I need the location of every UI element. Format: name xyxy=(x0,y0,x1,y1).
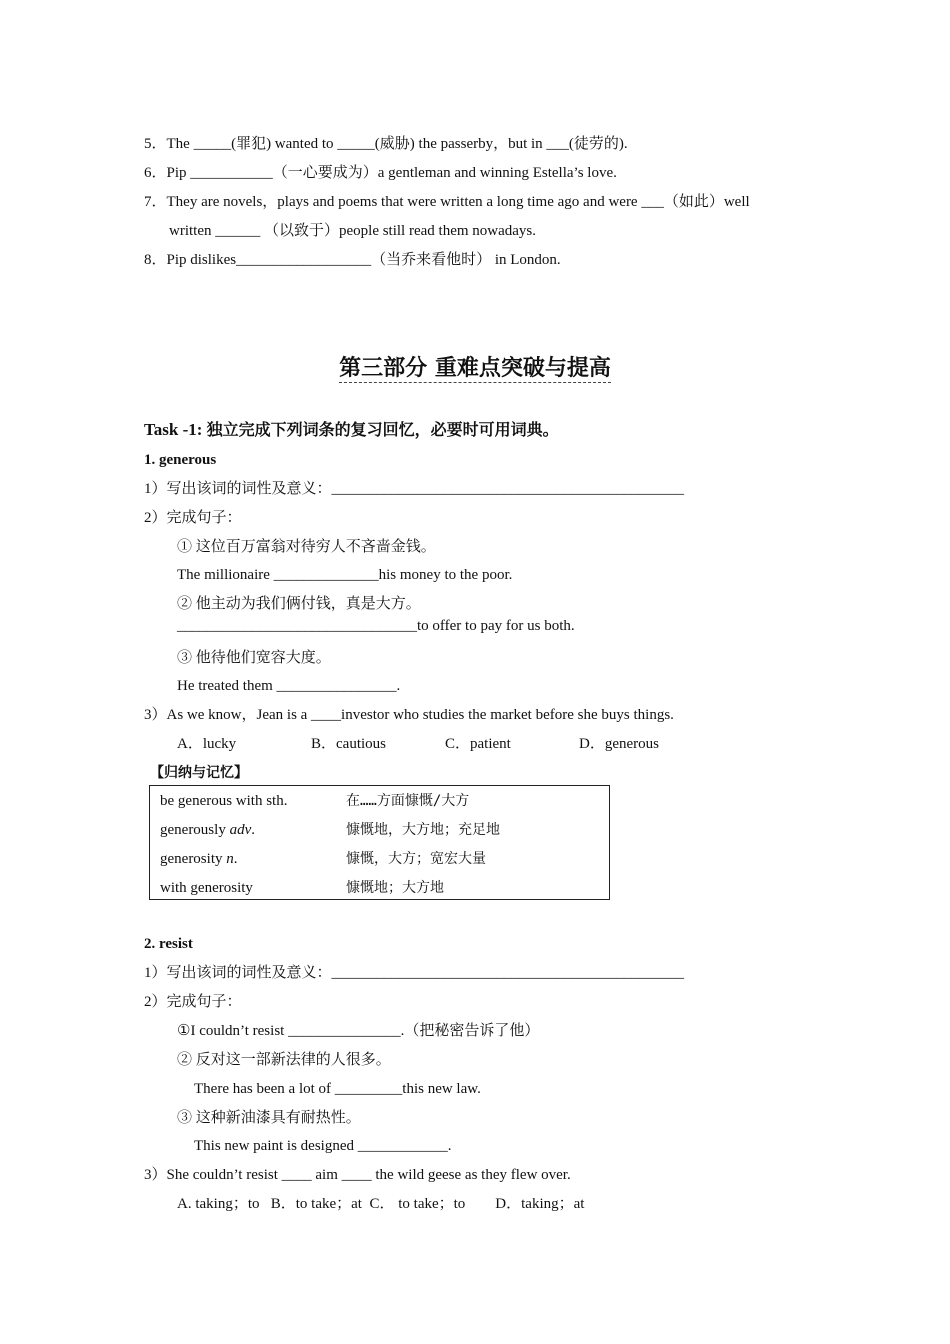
entry-generous-q2: 2）完成句子： xyxy=(144,510,242,526)
summary-table xyxy=(149,785,610,900)
task-label: Task -1: xyxy=(144,420,203,439)
resist-sentence1: ①I couldn’t resist _______________.（把秘密告诉了他） xyxy=(177,1023,540,1039)
section-title: 第三部分 重难点突破与提高 xyxy=(339,356,611,381)
question-5: 5．The _____(罪犯) wanted to _____(威胁) the passerby，but in ___(徒劳的). xyxy=(144,136,628,152)
resist-sentence2-en: There has been a lot of _________this new law. xyxy=(194,1081,481,1097)
summary-term: with generosity xyxy=(160,880,253,896)
entry-resist-heading: 2. resist xyxy=(144,936,193,952)
generous-option-d: D．generous xyxy=(579,736,659,752)
summary-meaning: 慷慨地；大方地 xyxy=(346,880,444,896)
summary-meaning: 慷慨地，大方地；充足地 xyxy=(346,822,500,838)
generous-sentence2-cn: ② 他主动为我们俩付钱，真是大方。 xyxy=(177,596,421,612)
generous-sentence1-cn: ① 这位百万富翁对待穷人不吝啬金钱。 xyxy=(177,539,436,555)
question-8: 8．Pip dislikes__________________（当乔来看他时） in London. xyxy=(144,252,561,268)
question-7-cont: written ______ （以致于）people still read them nowadays. xyxy=(169,223,537,239)
entry-generous-q1: 1）写出该词的词性及意义：_______________________________________________ xyxy=(144,481,685,497)
summary-term: generosity n. xyxy=(160,851,238,867)
resist-sentence3-cn: ③ 这种新油漆具有耐热性。 xyxy=(177,1110,361,1126)
resist-options: A. taking；to B．to take；at C． to take；to D．taking；at xyxy=(177,1196,585,1212)
generous-sentence3-cn: ③ 他待他们宽容大度。 xyxy=(177,650,331,666)
resist-sentence2-cn: ② 反对这一部新法律的人很多。 xyxy=(177,1052,391,1068)
task-line xyxy=(144,420,559,440)
resist-q3: 3）She couldn’t resist ____ aim ____ the wild geese as they flew over. xyxy=(144,1167,571,1183)
generous-option-b: B．cautious xyxy=(311,736,386,752)
generous-q3: 3）As we know，Jean is a ____investor who studies the market before she buys things. xyxy=(144,707,674,723)
summary-meaning: 慷慨，大方；宽宏大量 xyxy=(346,851,486,867)
question-6: 6．Pip ___________（一心要成为）a gentleman and winning Estella’s love. xyxy=(144,165,617,181)
generous-sentence1-en: The millionaire ______________his money to the poor. xyxy=(177,567,513,583)
summary-term: be generous with sth. xyxy=(160,793,288,809)
generous-option-c: C．patient xyxy=(445,736,511,752)
generous-option-a: A．lucky xyxy=(177,736,237,752)
task-instruction: 独立完成下列词条的复习回忆，必要时可用词典。 xyxy=(206,420,559,439)
summary-term: generously adv. xyxy=(160,822,255,838)
entry-generous-heading: 1. generous xyxy=(144,452,217,468)
generous-sentence3-en: He treated them ________________. xyxy=(177,678,401,694)
entry-resist-q1: 1）写出该词的词性及意义：_______________________________________________ xyxy=(144,965,685,981)
summary-label: 【归纳与记忆】 xyxy=(150,765,248,781)
summary-meaning: 在……方面慷慨/大方 xyxy=(346,793,470,809)
generous-sentence2-en: ________________________________to offer to pay for us both. xyxy=(177,618,575,634)
resist-sentence3-en: This new paint is designed ____________. xyxy=(194,1138,452,1154)
question-7: 7．They are novels，plays and poems that were written a long time ago and were ___（如此）well xyxy=(144,194,750,210)
entry-resist-q2: 2）完成句子： xyxy=(144,994,242,1010)
